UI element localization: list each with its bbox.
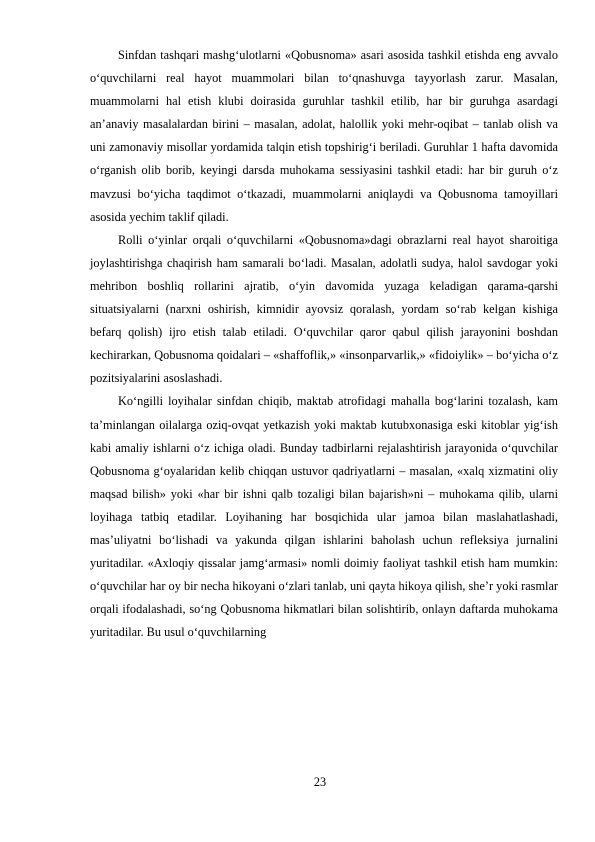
paragraph-role-play-games: Rolli o‘yinlar orqali o‘quvchilarni «Qobusnoma»dagi obrazlarni real hayot sharoitiga joylashtirishga chaqirish ham samarali bo‘ladi. Masalan, adolatli sudya, halol savdogar yoki mehribon boshliq rollarini ajratib, o‘yin davomida yuzaga keladigan qarama-qarshi situatsiyalarni (narxni oshirish, kimnidir ayovsiz qoralash, yordam so‘rab kelgan kishiga befarq qolish) ijro etish talab etiladi. O‘quvchilar qaror qabul qilish jarayonini boshdan kechirarkan, Qobusnoma qoidalari – «shaffoflik,» «insonparvarlik,» «fidoiylik» – bo‘yicha o‘z pozitsiyalarini asoslashadi.	[90, 232, 558, 386]
paragraph-extracurricular-activities: Sinfdan tashqari mashg‘ulotlarni «Qobusnoma» asari asosida tashkil etishda eng avvalo o‘quvchilarni real hayot muammolari bilan to‘qnashuvga tayyorlash zarur. Masalan, muammolarni hal etish klubi doirasida guruhlar tashkil etilib, har bir guruhga asardagi an’anaviy masalalardan birini – masalan, adolat, halollik yoki mehr-oqibat – tanlab olish va uni zamonaviy misollar yordamida talqin etish topshirig‘i beriladi. Guruhlar 1 hafta davomida o‘rganish olib borib, keyingi darsda muhokama sessiyasini tashkil etadi: har bir guruh o‘z mavzusi bo‘yicha taqdimot o‘tkazadi, muammolarni aniqlaydi va Qobusnoma tamoyillari asosida yechim taklif qiladi.	[90, 48, 558, 224]
body-text	[90, 44, 558, 644]
paragraph-volunteer-projects: Ko‘ngilli loyihalar sinfdan chiqib, maktab atrofidagi mahalla bog‘larini tozalash, kam ta’minlangan oilalarga oziq-ovqat yetkazish yoki maktab kutubxonasiga eski kitoblar yig‘ish kabi amaliy ishlarni o‘z ichiga oladi. Bunday tadbirlarni rejalashtirish jarayonida o‘quvchilar Qobusnoma g‘oyalaridan kelib chiqqan ustuvor qadriyatlarni – masalan, «xalq xizmatini oliy maqsad bilish» yoki «har bir ishni qalb tozaligi bilan bajarish»ni – muhokama qilib, ularni loyihaga tatbiq etadilar. Loyihaning har bosqichida ular jamoa bilan maslahatlashadi, mas’uliyatni bo‘lishadi va yakunda qilgan ishlarini baholash uchun refleksiya jurnalini yuritadilar. «Axloqiy qissalar jamg‘armasi» nomli doimiy faoliyat tashkil etish ham mumkin: o‘quvchilar har oy bir necha hikoyani o‘zlari tanlab, uni qayta hikoya qilish, she’r yoki rasmlar orqali ifodalashadi, so‘ng Qobusnoma hikmatlari bilan solishtirib, onlayn daftarda muhokama yuritadilar. Bu usul o‘quvchilarning	[90, 394, 558, 640]
page-number: 23	[313, 775, 327, 789]
